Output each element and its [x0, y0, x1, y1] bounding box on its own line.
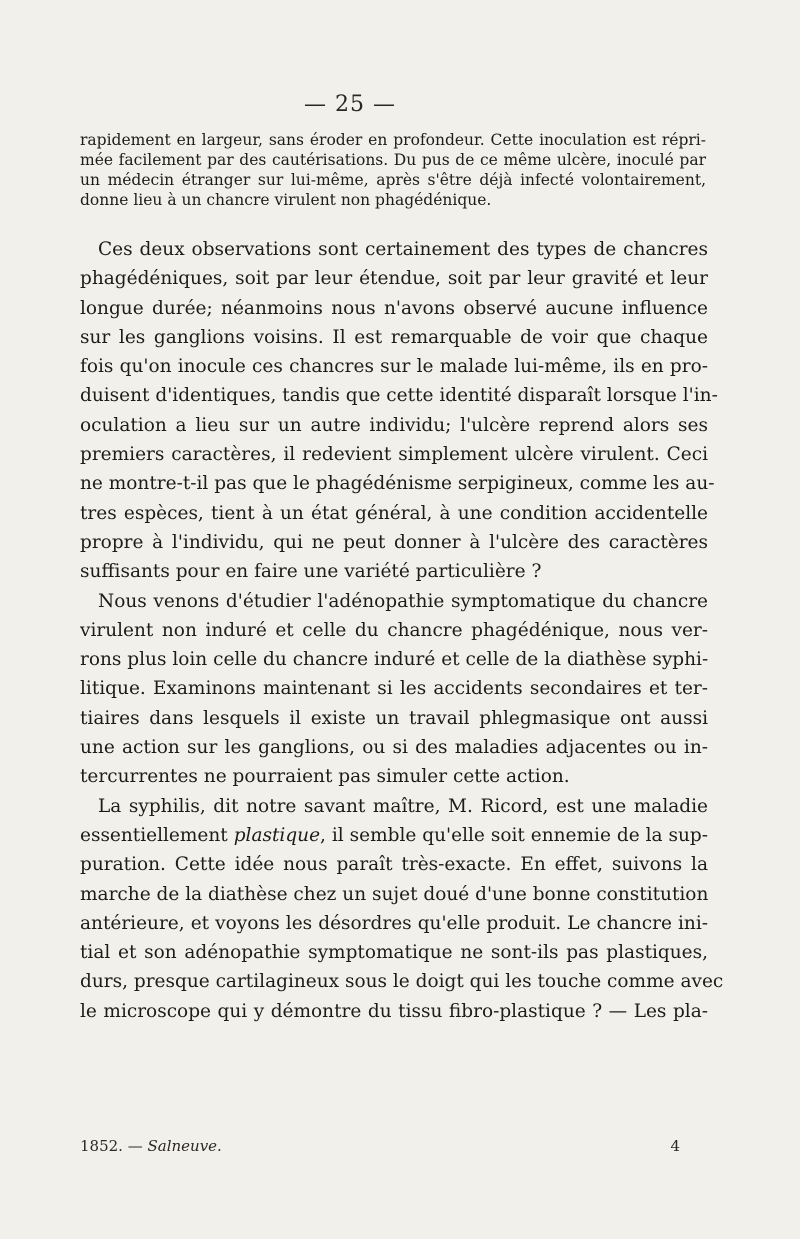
printer-signature: [80, 1137, 222, 1155]
text-line: litique. Examinons maintenant si les accidents secondaires et ter-: [80, 678, 708, 700]
page-footer: [80, 1137, 706, 1155]
text-line: premiers caractères, il redevient simplement ulcère virulent. Ceci: [80, 444, 708, 466]
text-line: tiaires dans lesquels il existe un travail phlegmasique ont aussi: [80, 707, 708, 729]
text-line: longue durée; néanmoins nous n'avons observé aucune influence: [80, 297, 708, 319]
text-line: Nous venons d'étudier l'adénopathie symptomatique du chancre: [98, 590, 708, 612]
text-line: La syphilis, dit notre savant maître, M. Ricord, est une maladie: [98, 795, 708, 817]
text-line: ne montre-t-il pas que le phagédénisme serpigineux, comme les au-: [80, 473, 715, 495]
text-line: oculation a lieu sur un autre individu; l'ulcère reprend alors ses: [80, 414, 708, 436]
body-text: [80, 235, 724, 1026]
text-line: donne lieu à un chancre virulent non phagédénique.: [80, 191, 492, 209]
text-line: virulent non induré et celle du chancre phagédénique, nous ver-: [80, 619, 708, 641]
text-line: antérieure, et voyons les désordres qu'elle produit. Le chancre ini-: [80, 912, 708, 934]
text-line: puration. Cette idée nous paraît très-exacte. En effet, suivons la: [80, 854, 708, 876]
text-line: tercurrentes ne pourraient pas simuler cette action.: [80, 766, 570, 788]
text-line: [80, 821, 708, 850]
text-line: tial et son adénopathie symptomatique ne sont-ils pas plastiques,: [80, 942, 708, 964]
text-line: le microscope qui y démontre du tissu fibro-plastique ? — Les pla-: [80, 1000, 708, 1022]
text-line: tres espèces, tient à un état général, à une condition accidentelle: [80, 502, 708, 524]
text-line: une action sur les ganglions, ou si des maladies adjacentes ou in-: [80, 737, 708, 759]
page-number: — 25 —: [304, 92, 396, 117]
text-line: sur les ganglions voisins. Il est remarquable de voir que chaque: [80, 326, 708, 348]
text-line: durs, presque cartilagineux sous le doigt qui les touche comme avec: [80, 971, 724, 993]
text-fragment: essentiellement: [80, 824, 234, 846]
text-line: un médecin étranger sur lui-même, après s'être déjà infecté volontairement,: [80, 171, 706, 189]
italic-term: plastique: [233, 824, 321, 846]
text-line: propre à l'individu, qui ne peut donner à l'ulcère des caractères: [80, 531, 708, 553]
sheet-number: 4: [670, 1137, 680, 1155]
text-line: suffisants pour en faire une variété particulière ?: [80, 561, 542, 583]
text-line: marche de la diathèse chez un sujet doué d'une bonne constitution: [80, 883, 709, 905]
text-line: Ces deux observations sont certainement des types de chancres: [98, 239, 708, 260]
text-line: rons plus loin celle du chancre induré et celle de la diathèse syphi-: [80, 649, 709, 671]
text-line: phagédéniques, soit par leur étendue, soit par leur gravité et leur: [80, 268, 708, 290]
text-line: duisent d'identiques, tandis que cette identité disparaît lorsque l'in-: [80, 385, 718, 407]
text-line: mée facilement par des cautérisations. Du pus de ce même ulcère, inoculé par: [80, 151, 706, 169]
text-line: rapidement en largeur, sans éroder en profondeur. Cette inoculation est répri-: [80, 131, 706, 149]
signature-prefix: 1852. —: [80, 1137, 148, 1155]
text-line: fois qu'on inocule ces chancres sur le malade lui-même, ils en pro-: [80, 356, 708, 378]
text-fragment: , il semble qu'elle soit ennemie de la sup-: [320, 824, 708, 846]
small-print-paragraph: [80, 130, 706, 210]
signature-name: Salneuve.: [147, 1137, 222, 1155]
